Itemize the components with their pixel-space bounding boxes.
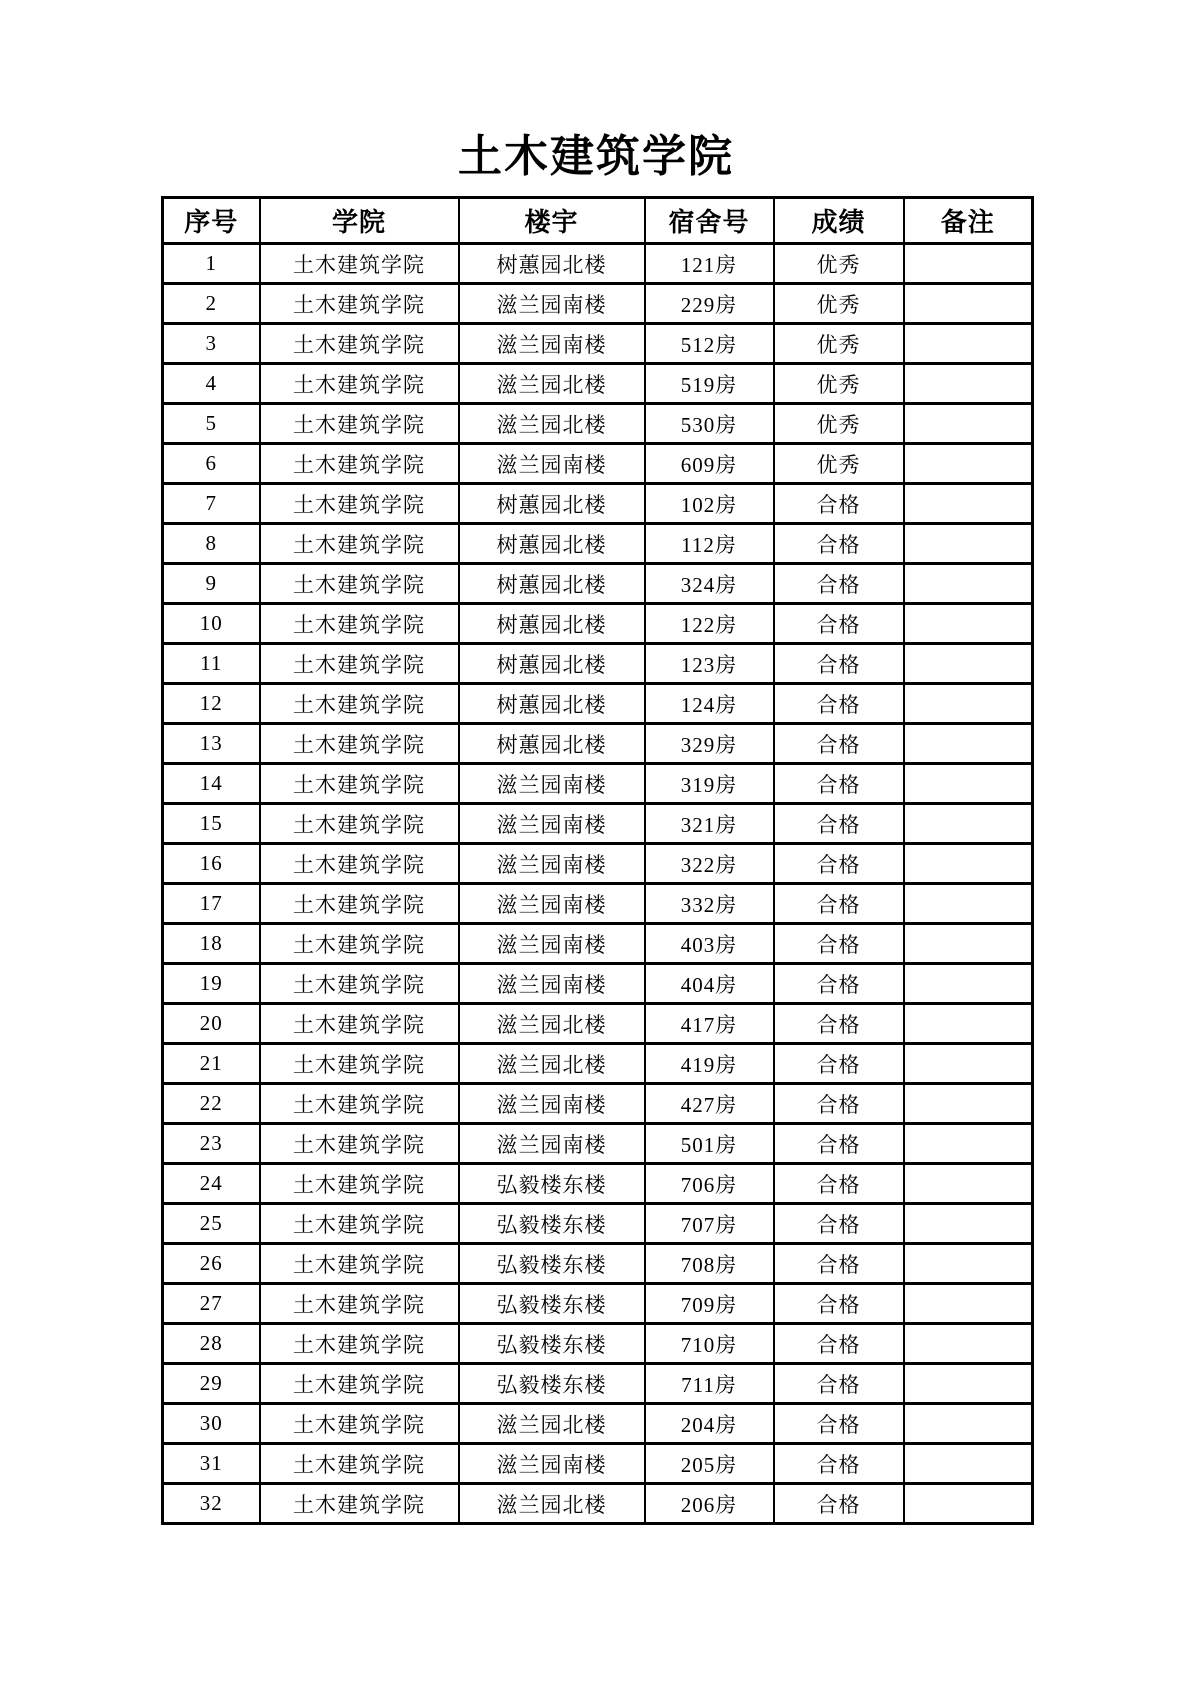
cell-grade: 合格 [774,1044,904,1084]
cell-grade: 合格 [774,1164,904,1204]
header-row [163,198,1033,244]
table-row [163,1084,1033,1124]
cell-index: 5 [163,404,260,444]
cell-college: 土木建筑学院 [260,404,459,444]
cell-room: 205房 [645,1444,774,1484]
cell-remark [904,764,1033,804]
cell-building: 滋兰园南楼 [459,324,645,364]
cell-college: 土木建筑学院 [260,644,459,684]
cell-index: 3 [163,324,260,364]
table-row [163,284,1033,324]
cell-room: 329房 [645,724,774,764]
cell-building: 弘毅楼东楼 [459,1244,645,1284]
cell-room: 229房 [645,284,774,324]
cell-college: 土木建筑学院 [260,1484,459,1524]
cell-remark [904,524,1033,564]
cell-building: 树蕙园北楼 [459,684,645,724]
cell-room: 708房 [645,1244,774,1284]
table-row [163,604,1033,644]
table-row [163,964,1033,1004]
table-row [163,1164,1033,1204]
cell-remark [904,1004,1033,1044]
cell-room: 707房 [645,1204,774,1244]
cell-remark [904,1404,1033,1444]
cell-index: 22 [163,1084,260,1124]
table-row [163,844,1033,884]
cell-building: 滋兰园南楼 [459,924,645,964]
cell-index: 29 [163,1364,260,1404]
cell-college: 土木建筑学院 [260,284,459,324]
cell-building: 滋兰园南楼 [459,804,645,844]
cell-index: 20 [163,1004,260,1044]
cell-grade: 优秀 [774,364,904,404]
cell-grade: 合格 [774,1004,904,1044]
cell-college: 土木建筑学院 [260,1124,459,1164]
cell-building: 滋兰园南楼 [459,964,645,1004]
cell-room: 711房 [645,1364,774,1404]
cell-remark [904,1084,1033,1124]
cell-room: 332房 [645,884,774,924]
cell-room: 324房 [645,564,774,604]
cell-college: 土木建筑学院 [260,364,459,404]
cell-college: 土木建筑学院 [260,1204,459,1244]
table-body [163,244,1033,1524]
column-header-index: 序号 [163,198,260,244]
cell-college: 土木建筑学院 [260,1404,459,1444]
cell-index: 32 [163,1484,260,1524]
cell-grade: 合格 [774,924,904,964]
table-row [163,1364,1033,1404]
cell-remark [904,1444,1033,1484]
cell-grade: 合格 [774,1244,904,1284]
cell-remark [904,1484,1033,1524]
cell-building: 树蕙园北楼 [459,524,645,564]
cell-remark [904,724,1033,764]
cell-index: 8 [163,524,260,564]
cell-index: 23 [163,1124,260,1164]
cell-room: 403房 [645,924,774,964]
table-row [163,684,1033,724]
cell-building: 弘毅楼东楼 [459,1204,645,1244]
column-header-remark: 备注 [904,198,1033,244]
cell-college: 土木建筑学院 [260,244,459,284]
cell-index: 7 [163,484,260,524]
cell-building: 树蕙园北楼 [459,484,645,524]
cell-room: 122房 [645,604,774,644]
cell-index: 31 [163,1444,260,1484]
cell-grade: 合格 [774,1364,904,1404]
cell-index: 18 [163,924,260,964]
cell-grade: 合格 [774,1204,904,1244]
cell-room: 501房 [645,1124,774,1164]
cell-grade: 合格 [774,524,904,564]
cell-grade: 合格 [774,884,904,924]
cell-grade: 合格 [774,644,904,684]
cell-remark [904,1324,1033,1364]
table-row [163,884,1033,924]
table-row [163,244,1033,284]
cell-grade: 合格 [774,484,904,524]
cell-index: 21 [163,1044,260,1084]
table-row [163,364,1033,404]
cell-building: 滋兰园北楼 [459,1484,645,1524]
cell-remark [904,924,1033,964]
cell-building: 弘毅楼东楼 [459,1164,645,1204]
cell-room: 112房 [645,524,774,564]
cell-building: 滋兰园南楼 [459,844,645,884]
table-row [163,804,1033,844]
cell-room: 102房 [645,484,774,524]
cell-grade: 合格 [774,1484,904,1524]
cell-remark [904,1164,1033,1204]
cell-room: 123房 [645,644,774,684]
cell-building: 弘毅楼东楼 [459,1324,645,1364]
cell-index: 28 [163,1324,260,1364]
cell-building: 滋兰园南楼 [459,1084,645,1124]
cell-building: 滋兰园北楼 [459,1004,645,1044]
cell-grade: 优秀 [774,404,904,444]
table-row [163,324,1033,364]
cell-building: 滋兰园南楼 [459,284,645,324]
cell-remark [904,1124,1033,1164]
table-row [163,564,1033,604]
cell-college: 土木建筑学院 [260,924,459,964]
table-row [163,1204,1033,1244]
cell-remark [904,324,1033,364]
cell-remark [904,364,1033,404]
cell-room: 404房 [645,964,774,1004]
table-row [163,404,1033,444]
cell-building: 滋兰园南楼 [459,444,645,484]
cell-college: 土木建筑学院 [260,724,459,764]
table-row [163,1404,1033,1444]
cell-room: 124房 [645,684,774,724]
cell-index: 24 [163,1164,260,1204]
cell-grade: 合格 [774,764,904,804]
cell-remark [904,404,1033,444]
cell-college: 土木建筑学院 [260,324,459,364]
cell-grade: 合格 [774,564,904,604]
cell-college: 土木建筑学院 [260,804,459,844]
cell-remark [904,644,1033,684]
cell-grade: 合格 [774,1324,904,1364]
table-row [163,444,1033,484]
cell-college: 土木建筑学院 [260,604,459,644]
cell-building: 树蕙园北楼 [459,564,645,604]
table-row [163,924,1033,964]
cell-room: 419房 [645,1044,774,1084]
table-row [163,1324,1033,1364]
cell-grade: 合格 [774,604,904,644]
cell-index: 30 [163,1404,260,1444]
table-row [163,484,1033,524]
cell-index: 6 [163,444,260,484]
column-header-building: 楼宇 [459,198,645,244]
dormitory-grade-table [161,196,1034,1525]
cell-remark [904,244,1033,284]
column-header-grade: 成绩 [774,198,904,244]
cell-college: 土木建筑学院 [260,484,459,524]
cell-index: 12 [163,684,260,724]
cell-college: 土木建筑学院 [260,884,459,924]
cell-index: 11 [163,644,260,684]
cell-grade: 合格 [774,724,904,764]
cell-index: 25 [163,1204,260,1244]
table-row [163,764,1033,804]
page-title: 土木建筑学院 [458,132,734,181]
cell-remark [904,444,1033,484]
cell-college: 土木建筑学院 [260,844,459,884]
cell-college: 土木建筑学院 [260,764,459,804]
cell-remark [904,484,1033,524]
cell-college: 土木建筑学院 [260,1364,459,1404]
cell-grade: 合格 [774,684,904,724]
cell-building: 滋兰园北楼 [459,364,645,404]
cell-index: 17 [163,884,260,924]
cell-building: 弘毅楼东楼 [459,1284,645,1324]
cell-index: 14 [163,764,260,804]
cell-room: 512房 [645,324,774,364]
cell-building: 弘毅楼东楼 [459,1364,645,1404]
cell-room: 319房 [645,764,774,804]
cell-remark [904,1244,1033,1284]
table-row [163,1004,1033,1044]
cell-college: 土木建筑学院 [260,964,459,1004]
table-row [163,1244,1033,1284]
cell-college: 土木建筑学院 [260,1444,459,1484]
table-row [163,1444,1033,1484]
cell-remark [904,564,1033,604]
cell-college: 土木建筑学院 [260,524,459,564]
cell-grade: 合格 [774,844,904,884]
cell-building: 滋兰园北楼 [459,404,645,444]
cell-index: 13 [163,724,260,764]
cell-remark [904,964,1033,1004]
cell-remark [904,804,1033,844]
cell-building: 树蕙园北楼 [459,604,645,644]
cell-college: 土木建筑学院 [260,564,459,604]
table-row [163,1044,1033,1084]
cell-remark [904,1204,1033,1244]
cell-index: 10 [163,604,260,644]
cell-college: 土木建筑学院 [260,1244,459,1284]
cell-remark [904,1044,1033,1084]
cell-building: 滋兰园北楼 [459,1044,645,1084]
cell-room: 321房 [645,804,774,844]
cell-college: 土木建筑学院 [260,684,459,724]
cell-college: 土木建筑学院 [260,1004,459,1044]
table-row [163,1284,1033,1324]
table-head [163,198,1033,244]
cell-index: 19 [163,964,260,1004]
cell-building: 滋兰园南楼 [459,1124,645,1164]
cell-grade: 合格 [774,964,904,1004]
cell-building: 滋兰园北楼 [459,1404,645,1444]
cell-index: 15 [163,804,260,844]
cell-grade: 合格 [774,1404,904,1444]
cell-college: 土木建筑学院 [260,444,459,484]
cell-building: 滋兰园南楼 [459,884,645,924]
cell-college: 土木建筑学院 [260,1284,459,1324]
cell-index: 27 [163,1284,260,1324]
cell-index: 2 [163,284,260,324]
cell-building: 滋兰园南楼 [459,1444,645,1484]
cell-grade: 优秀 [774,324,904,364]
cell-room: 204房 [645,1404,774,1444]
cell-remark [904,1284,1033,1324]
cell-room: 530房 [645,404,774,444]
table-row [163,1124,1033,1164]
table-row [163,644,1033,684]
cell-grade: 合格 [774,1084,904,1124]
table-row [163,724,1033,764]
cell-index: 9 [163,564,260,604]
cell-room: 709房 [645,1284,774,1324]
cell-college: 土木建筑学院 [260,1044,459,1084]
cell-room: 706房 [645,1164,774,1204]
cell-grade: 优秀 [774,284,904,324]
cell-room: 322房 [645,844,774,884]
cell-grade: 合格 [774,804,904,844]
table-row [163,1484,1033,1524]
cell-remark [904,284,1033,324]
cell-grade: 合格 [774,1284,904,1324]
cell-building: 树蕙园北楼 [459,244,645,284]
cell-remark [904,884,1033,924]
cell-grade: 合格 [774,1124,904,1164]
cell-room: 121房 [645,244,774,284]
column-header-room: 宿舍号 [645,198,774,244]
column-header-college: 学院 [260,198,459,244]
cell-index: 16 [163,844,260,884]
cell-remark [904,844,1033,884]
cell-building: 树蕙园北楼 [459,644,645,684]
cell-room: 417房 [645,1004,774,1044]
cell-college: 土木建筑学院 [260,1324,459,1364]
cell-grade: 优秀 [774,244,904,284]
cell-remark [904,1364,1033,1404]
cell-index: 1 [163,244,260,284]
table-row [163,524,1033,564]
cell-room: 427房 [645,1084,774,1124]
cell-remark [904,684,1033,724]
cell-index: 26 [163,1244,260,1284]
cell-index: 4 [163,364,260,404]
cell-room: 710房 [645,1324,774,1364]
cell-room: 206房 [645,1484,774,1524]
cell-college: 土木建筑学院 [260,1084,459,1124]
cell-building: 滋兰园南楼 [459,764,645,804]
cell-building: 树蕙园北楼 [459,724,645,764]
cell-remark [904,604,1033,644]
cell-grade: 合格 [774,1444,904,1484]
cell-grade: 优秀 [774,444,904,484]
cell-room: 609房 [645,444,774,484]
cell-college: 土木建筑学院 [260,1164,459,1204]
cell-room: 519房 [645,364,774,404]
